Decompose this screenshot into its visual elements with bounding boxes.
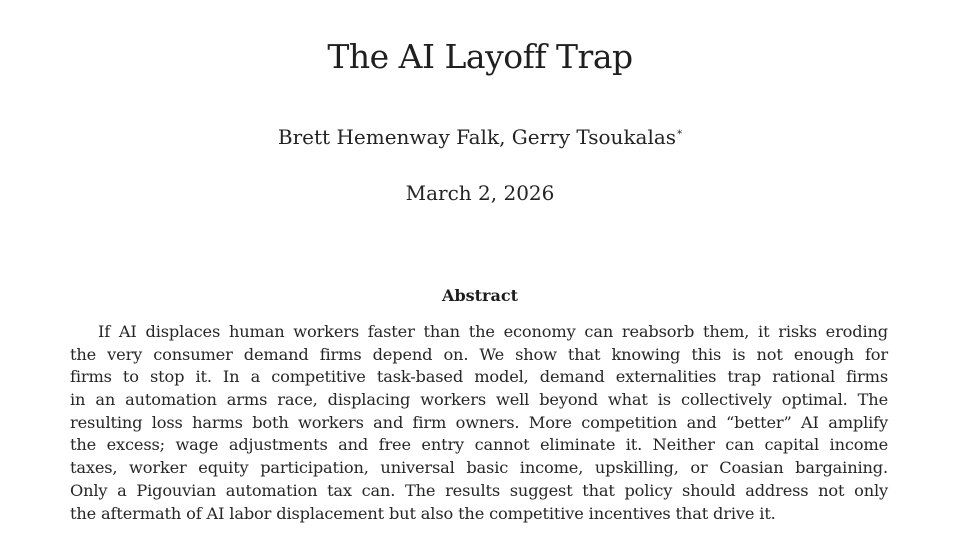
paper-authors (0, 121, 960, 151)
abstract-line: the aftermath of AI labor displacement but also the competitive incentives that drive it. (70, 503, 776, 523)
paper-title: The AI Layoff Trap (327, 37, 633, 76)
abstract-line: the very consumer demand firms depend on. We show that knowing this is not enough for (70, 344, 888, 364)
paper-date: March 2, 2026 (405, 181, 555, 205)
abstract-line: firms to stop it. In a competitive task-based model, demand externalities trap rational firms (70, 367, 888, 387)
abstract-line: in an automation arms race, displacing workers well beyond what is collectively optimal. The (70, 390, 888, 410)
abstract-line: the excess; wage adjustments and free entry cannot eliminate it. Neither can capital income (70, 435, 888, 455)
abstract-body (70, 321, 888, 525)
abstract-line: Only a Pigouvian automation tax can. The results suggest that policy should address not only (70, 480, 888, 500)
abstract-line: resulting loss harms both workers and firm owners. More competition and “better” AI amplify (70, 412, 888, 432)
abstract-line: If AI displaces human workers faster than the economy can reabsorb them, it risks eroding (98, 322, 888, 341)
author-names: Brett Hemenway Falk, Gerry Tsoukalas (277, 125, 677, 149)
author-footnote-mark: * (677, 129, 683, 140)
abstract-line: taxes, worker equity participation, universal basic income, upskilling, or Coasian bargaining. (70, 458, 888, 478)
abstract-heading: Abstract (442, 286, 518, 305)
